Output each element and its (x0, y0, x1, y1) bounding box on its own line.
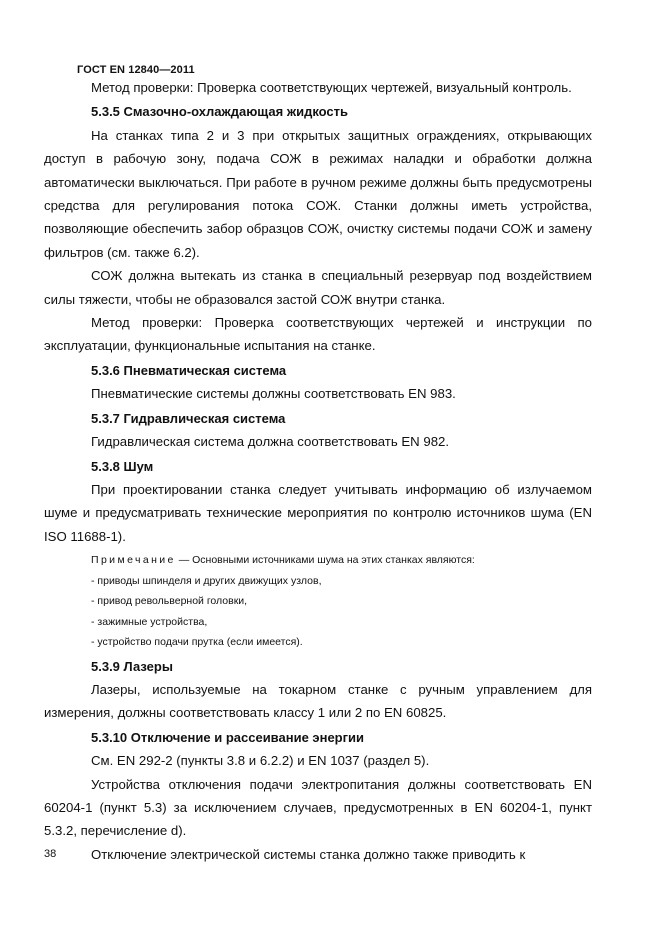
paragraph-energy-1: См. EN 292-2 (пункты 3.8 и 6.2.2) и EN 1037 (раздел 5). (91, 753, 430, 769)
note-label: Примечание (91, 554, 176, 567)
note-text: — Основными источниками шума на этих станках являются: (175, 554, 475, 567)
paragraph-energy-2: Устройства отключения подачи электропитания должны соответствовать EN 60204-1 (пункт 5.3) за исключением случаев, предусмотренных в EN 60204-1, пункт 5.3.2, перечисление d). (44, 776, 592, 839)
page-number: 38 (44, 848, 57, 860)
note-list-item: - зажимные устройства, (91, 615, 208, 628)
page-content (44, 76, 592, 866)
paragraph-coolant-3: Метод проверки: Проверка соответствующих чертежей и инструкции по эксплуатации, функциональные испытания на станке. (44, 315, 592, 354)
paragraph-hydraulic: Гидравлическая система должна соответствовать EN 982. (91, 434, 450, 450)
note (44, 550, 592, 571)
standard-header: ГОСТ EN 12840—2011 (77, 64, 195, 76)
note-list-item: - привод револьверной головки, (91, 595, 248, 608)
section-heading-5-3-6: 5.3.6 Пневматическая система (91, 362, 287, 378)
paragraph-energy-3: Отключение электрической системы станка должно также приводить к (91, 846, 526, 862)
section-heading-5-3-8: 5.3.8 Шум (91, 458, 154, 474)
section-heading-5-3-9: 5.3.9 Лазеры (91, 658, 173, 674)
note-list-item: - приводы шпинделя и других движущих узлов, (91, 574, 322, 587)
section-heading-5-3-10: 5.3.10 Отключение и рассеивание энергии (91, 729, 365, 745)
paragraph-noise: При проектировании станка следует учитывать информацию об излучаемом шуме и предусматривать технические мероприятия по контролю источников шума (EN ISO 11688-1). (44, 481, 592, 544)
section-heading-5-3-7: 5.3.7 Гидравлическая система (91, 410, 286, 426)
section-heading-5-3-5: 5.3.5 Смазочно-охлаждающая жидкость (91, 104, 349, 120)
note-list-item: - устройство подачи прутка (если имеется). (91, 636, 303, 649)
paragraph-lasers: Лазеры, используемые на токарном станке с ручным управлением для измерения, должны соответствовать классу 1 или 2 по EN 60825. (44, 682, 592, 721)
note-block (44, 550, 592, 653)
paragraph-pneumatic: Пневматические системы должны соответствовать EN 983. (91, 386, 456, 402)
paragraph-coolant-2: СОЖ должна вытекать из станка в специальный резервуар под воздействием силы тяжести, чтобы не образовался застой СОЖ внутри станка. (44, 268, 592, 307)
paragraph-verification-method: Метод проверки: Проверка соответствующих чертежей, визуальный контроль. (91, 80, 572, 95)
paragraph-coolant-1: На станках типа 2 и 3 при открытых защитных ограждениях, открывающих доступ в рабочую зону, подача СОЖ в режимах наладки и обработки должна автоматически выключаться. При работе в ручном режиме должны быть предусмотрены средства для регулирования потока СОЖ. Станки должны иметь устройства, позволяющие обеспечить забор образцов СОЖ, очистку системы подачи СОЖ и замену фильтров (см. также 6.2). (44, 127, 592, 260)
